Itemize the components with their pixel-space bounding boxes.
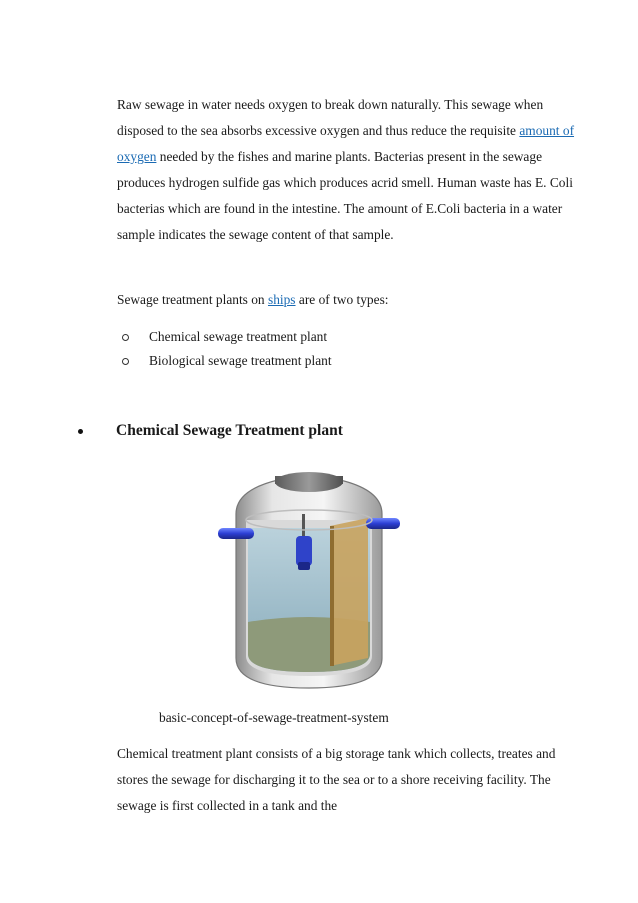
types-text-start: Sewage treatment plants on [117,292,268,307]
list-item-label: Chemical sewage treatment plant [149,329,328,344]
figure-caption: basic-concept-of-sewage-treatment-system [159,710,389,725]
section-heading [78,422,343,440]
list-item [122,349,332,373]
sewage-tank-illustration [218,462,400,694]
chemical-plant-paragraph: Chemical treatment plant consists of a big storage tank which collects, treates and stores the sewage for discharging it to the sea or to a shore receiving facility. The sewage is first collected in a tank and the [117,746,556,813]
plant-types-list [122,325,332,373]
hollow-bullet-icon [122,358,129,365]
bullet-icon [78,429,83,434]
section-heading-text: Chemical Sewage Treatment plant [116,422,343,439]
ships-link[interactable]: ships [267,292,296,307]
intro-text-start: Raw sewage in water needs oxygen to break down naturally. This sewage when disposed to the sea absorbs excessive oxygen and thus reduce the requisite [117,97,544,138]
intro-text-end: needed by the fishes and marine plants. Bacterias present in the sewage produces hydrogen sulfide gas which produces acrid smell. Human waste has E. Coli bacterias which are found in the intestine. The amount of E.Coli bacteria in a water sample indicates the sewage content of that sample. [117,149,573,242]
types-intro-paragraph [117,287,587,313]
types-text-end: are of two types: [295,292,389,307]
list-item [122,325,332,349]
list-item-label: Biological sewage treatment plant [149,353,332,368]
hollow-bullet-icon [122,334,129,341]
amount-of-oxygen-link[interactable]: amount of oxygen [117,123,575,164]
intro-paragraph [117,92,587,248]
